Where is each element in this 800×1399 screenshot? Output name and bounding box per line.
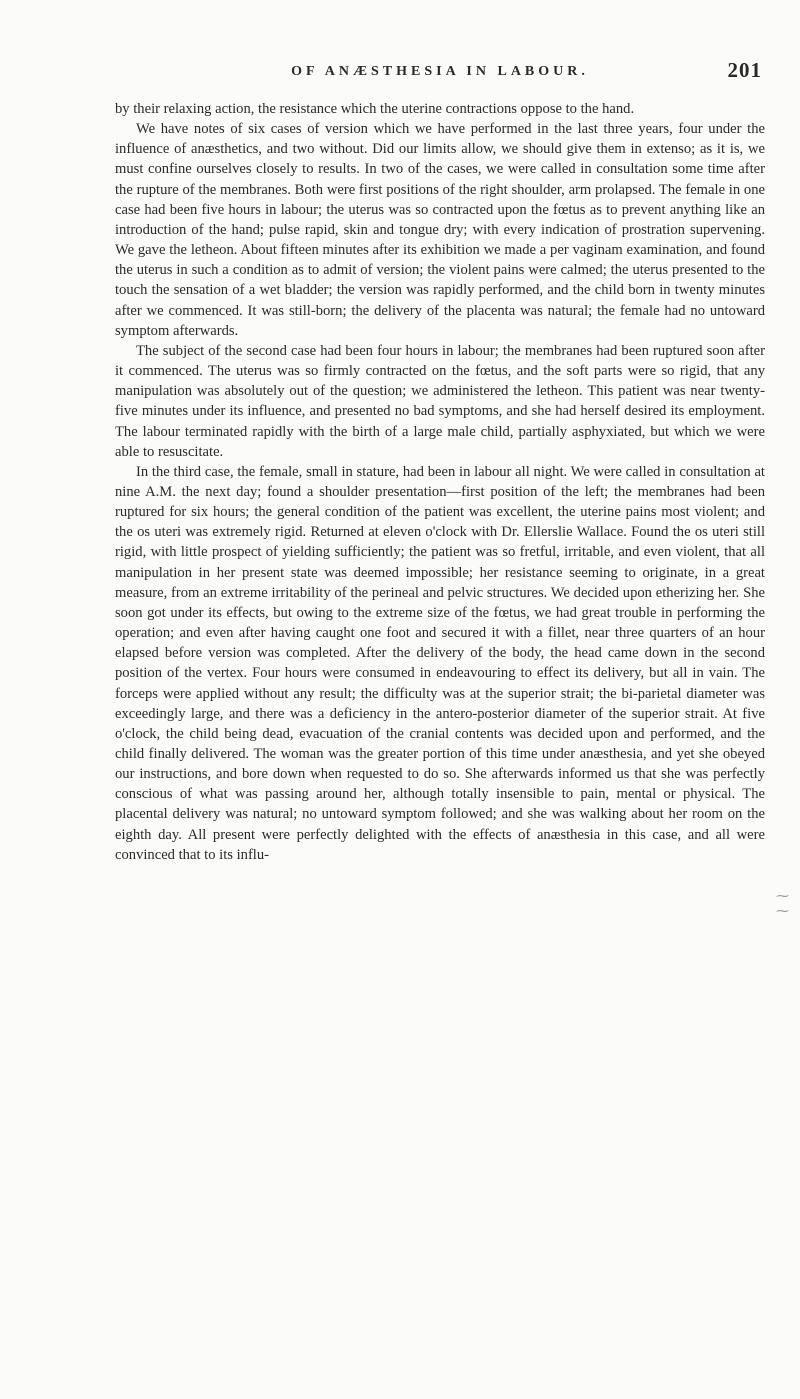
paragraph-third-case: In the third case, the female, small in stature, had been in labour all night. We were called in consultation at nine A.M. the next day; found a shoulder presentation—first position of the left; the membranes had been ruptured for six hours; the general condition of the patient was excellent, the uterine pains most violent; and the os uteri was extremely rigid. Returned at eleven o'clock with Dr. Ellerslie Wallace. Found the os uteri still rigid, with little prospect of yielding sufficiently; the patient was so fretful, irritable, and even violent, that all manipulation in her present state was deemed impossible; her resistance seeming to originate, in a great measure, from an extreme irritability of the perineal and pelvic structures. We decided upon etherizing her. She soon got under its effects, but owing to the extreme size of the fœtus, we had great trouble in performing the operation; and even after having caught one foot and secured it with a fillet, near three quarters of an hour elapsed before version was completed. After the delivery of the body, the head came down in the second position of the vertex. Four hours were consumed in endeavouring to effect its delivery, but all in vain. The forceps were applied without any result; the difficulty was at the superior strait; the bi-parietal diameter was exceedingly large, and there was a deficiency in the antero-posterior diameter of the superior strait. At five o'clock, the child being dead, evacuation of the cranial contents was decided upon and performed, and the child finally delivered. The woman was the greater portion of this time under anæsthesia, and yet she obeyed our instructions, and bore down when requested to do so. She afterwards informed us that she was perfectly conscious of what was passing around her, although totally insensible to pain, mental or physical. The placental delivery was natural; no untoward symptom followed; and she was walking about her room on the eighth day. All present were perfectly delighted with the effects of anæsthesia in this case, and all were convinced that to its influ- [115, 463, 765, 863]
running-head [110, 58, 770, 84]
paragraph-second-case: The subject of the second case had been four hours in labour; the membranes had been ruptured soon after it commenced. The uterus was so firmly contracted on the fœtus, and the soft parts were so rigid, that any manipulation was absolutely out of the question; we administered the letheon. This patient was near twenty-five minutes under its influence, and presented no bad symptoms, and she had herself desired its employment. The labour terminated rapidly with the birth of a large male child, partially asphyxiated, but which we were able to resuscitate. [115, 342, 765, 460]
page-number: 201 [727, 58, 762, 82]
margin-stain-mark: ⁓ ⁓ [776, 888, 789, 918]
paragraph-continuation: by their relaxing action, the resistance which the uterine contractions oppose to the hand. [115, 101, 635, 117]
body-text [115, 99, 765, 865]
running-title: OF ANÆSTHESIA IN LABOUR. [291, 64, 589, 79]
paragraph-version-cases: We have notes of six cases of version which we have performed in the last three years, four under the influence of anæsthetics, and two without. Did our limits allow, we should give them in extenso; as it is, we must confine ourselves closely to results. In two of the cases, we were called in consultation some time after the rupture of the membranes. Both were first positions of the right shoulder, arm prolapsed. The female in one case had been five hours in labour; the uterus was so contracted upon the fœtus as to prevent anything like an introduction of the hand; pulse rapid, skin and tongue dry; with every indication of prostration supervening. We gave the letheon. About fifteen minutes after its exhibition we made a per vaginam examination, and found the uterus in such a condition as to admit of version; the violent pains were calmed; the uterus presented to the touch the sensation of a wet bladder; the version was rapidly performed, and the child born in twenty minutes after we commenced. It was still-born; the delivery of the placenta was natural; the female had no untoward symptom afterwards. [115, 121, 765, 339]
